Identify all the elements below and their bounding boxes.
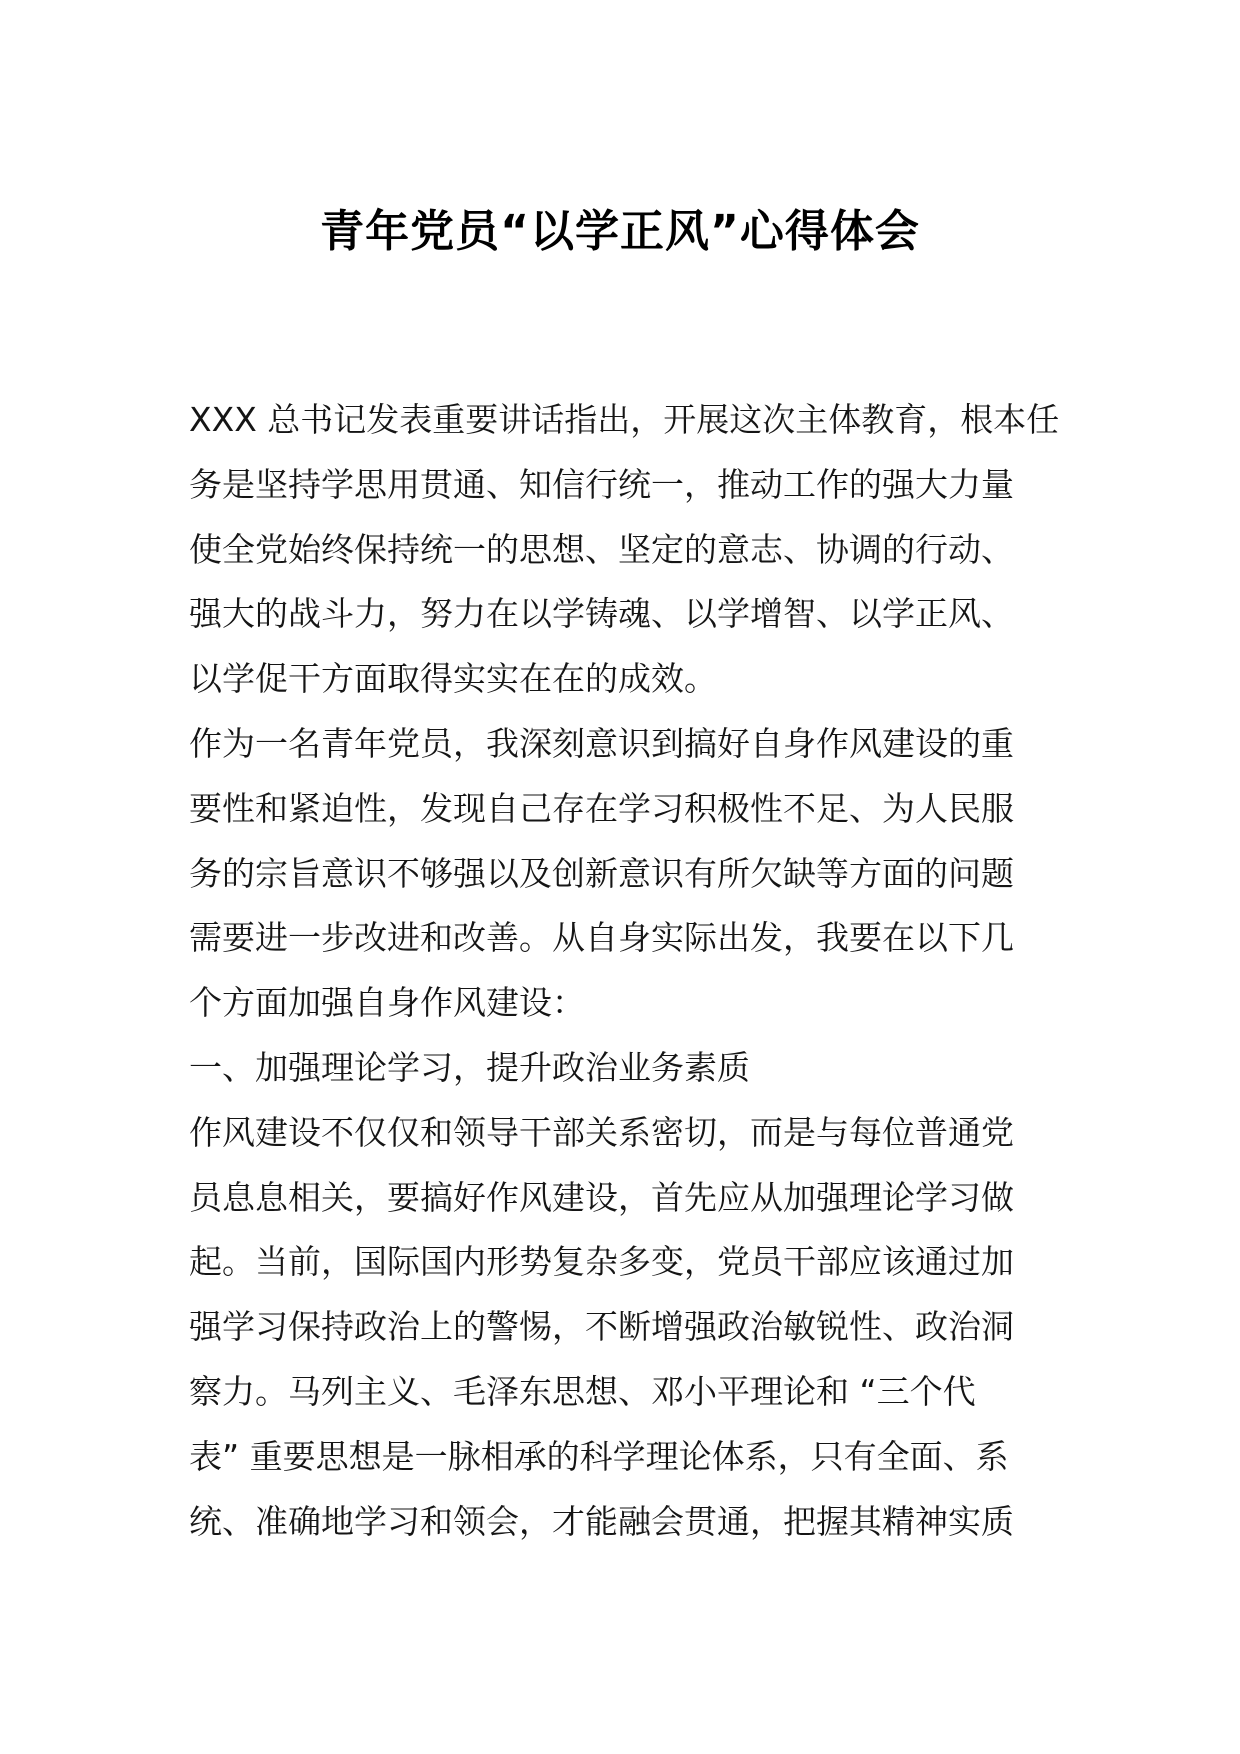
body-line: 要性和紧迫性，发现自己存在学习积极性不足、为人民服 [189, 788, 1014, 828]
body-line: 务是坚持学思用贯通、知信行统一，推动工作的强大力量 [189, 464, 1014, 504]
body-line: 察力。马列主义、毛泽东思想、邓小平理论和 “三个代 [189, 1371, 976, 1411]
document-body [189, 388, 1059, 1554]
body-line: XXX 总书记发表重要讲话指出，开展这次主体教育，根本任 [189, 400, 1059, 439]
body-line: 务的宗旨意识不够强以及创新意识有所欠缺等方面的问题 [189, 853, 1014, 893]
section-heading: 一、加强理论学习，提升政治业务素质 [189, 1047, 750, 1087]
body-line: 使全党始终保持统一的思想、坚定的意志、协调的行动、 [189, 529, 1014, 569]
body-line: 起。当前，国际国内形势复杂多变，党员干部应该通过加 [189, 1242, 1014, 1282]
body-line: 表” 重要思想是一脉相承的科学理论体系，只有全面、系 [189, 1436, 1009, 1476]
body-line: 强学习保持政治上的警惕，不断增强政治敏锐性、政治洞 [189, 1307, 1014, 1347]
body-line: 作风建设不仅仅和领导干部关系密切，而是与每位普通党 [189, 1112, 1014, 1152]
body-line: 个方面加强自身作风建设： [189, 983, 585, 1023]
body-line: 强大的战斗力，努力在以学铸魂、以学增智、以学正风、 [189, 594, 1014, 634]
body-line: 需要进一步改进和改善。从自身实际出发，我要在以下几 [189, 918, 1014, 958]
body-line: 以学促干方面取得实实在在的成效。 [189, 659, 717, 699]
body-line: 员息息相关，要搞好作风建设，首先应从加强理论学习做 [189, 1177, 1014, 1217]
body-line: 统、准确地学习和领会，才能融会贯通，把握其精神实质 [189, 1501, 1014, 1541]
body-line: 作为一名青年党员，我深刻意识到搞好自身作风建设的重 [189, 723, 1014, 763]
document-title: 青年党员“以学正风”心得体会 [320, 206, 920, 257]
